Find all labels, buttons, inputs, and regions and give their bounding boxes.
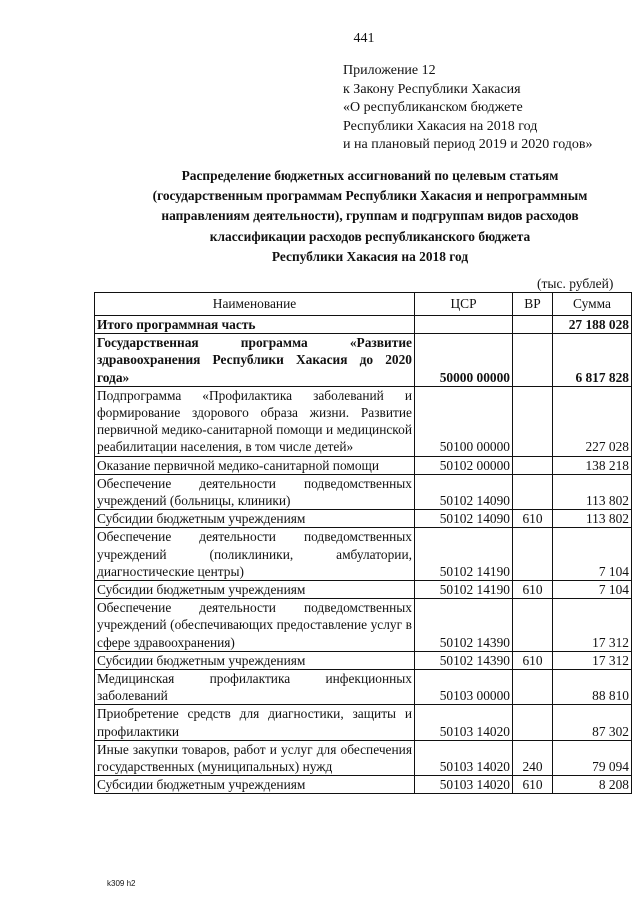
row-vr (513, 456, 553, 474)
row-csr: 50102 14190 (415, 581, 513, 599)
row-name: Итого программная часть (95, 316, 415, 334)
row-csr: 50103 14020 (415, 705, 513, 740)
title-line: Распределение бюджетных ассигнований по целевым статьям (181, 168, 559, 183)
table-row (95, 510, 632, 528)
header-vr: ВР (513, 293, 553, 316)
row-csr: 50100 00000 (415, 386, 513, 456)
row-name: Подпрограмма «Профилактика заболеваний и формирование здорового образа жизни. Развитие первичной медико-санитарной помощи и медицинской реабилитации населения, в том числе детей» (95, 386, 415, 456)
row-sum: 138 218 (553, 456, 632, 474)
table-row (95, 528, 632, 581)
row-name: Субсидии бюджетным учреждениям (95, 776, 415, 794)
title-line: Республики Хакасия на 2018 год (271, 248, 469, 264)
table-row (95, 705, 632, 740)
row-name: Приобретение средств для диагностики, защиты и профилактики (95, 705, 415, 740)
row-vr: 610 (513, 776, 553, 794)
header-sum: Сумма (553, 293, 632, 316)
row-sum: 227 028 (553, 386, 632, 456)
title-line: классификации расходов республиканского бюджета (209, 228, 531, 244)
row-sum: 6 817 828 (553, 334, 632, 387)
row-csr: 50103 14020 (415, 776, 513, 794)
row-name: Обеспечение деятельности подведомственных учреждений (больницы, клиники) (95, 474, 415, 509)
row-csr: 50103 14020 (415, 740, 513, 775)
appendix-line: Приложение 12 (343, 63, 436, 78)
row-vr (513, 705, 553, 740)
appendix-header (343, 62, 593, 155)
table-header-row (95, 293, 632, 316)
row-sum: 17 312 (553, 651, 632, 669)
row-name: Медицинская профилактика инфекционных заболеваний (95, 670, 415, 705)
row-vr (513, 474, 553, 509)
row-sum: 88 810 (553, 670, 632, 705)
row-vr (513, 599, 553, 652)
row-sum: 7 104 (553, 528, 632, 581)
row-name: Оказание первичной медико-санитарной помощи (95, 456, 415, 474)
row-sum: 87 302 (553, 705, 632, 740)
row-sum: 113 802 (553, 510, 632, 528)
row-vr: 610 (513, 651, 553, 669)
row-csr: 50102 14390 (415, 651, 513, 669)
row-vr (513, 334, 553, 387)
appendix-line: к Закону Республики Хакасия (343, 81, 521, 97)
row-sum: 79 094 (553, 740, 632, 775)
row-name: Субсидии бюджетным учреждениям (95, 510, 415, 528)
appendix-line: и на плановый период 2019 и 2020 годов» (343, 137, 593, 153)
page-number: 441 (353, 31, 375, 46)
row-csr: 50102 00000 (415, 456, 513, 474)
row-name: Государственная программа «Развитие здравоохранения Республики Хакасия до 2020 года» (95, 334, 415, 387)
row-name: Субсидии бюджетным учреждениям (95, 581, 415, 599)
table-row (95, 316, 632, 334)
header-name: Наименование (95, 293, 415, 316)
table-row (95, 599, 632, 652)
title-line: направлениям деятельности), группам и подгруппам видов расходов (161, 208, 579, 224)
table-row (95, 386, 632, 456)
row-vr: 240 (513, 740, 553, 775)
row-csr: 50102 14090 (415, 510, 513, 528)
row-vr: 610 (513, 581, 553, 599)
row-csr: 50102 14390 (415, 599, 513, 652)
row-sum: 7 104 (553, 581, 632, 599)
table-row (95, 776, 632, 794)
row-sum: 17 312 (553, 599, 632, 652)
row-sum: 113 802 (553, 474, 632, 509)
units-label: (тыс. рублей) (537, 276, 614, 291)
appendix-line: Республики Хакасия на 2018 год (343, 118, 538, 134)
table-row (95, 456, 632, 474)
document-title (60, 166, 640, 267)
table-row (95, 581, 632, 599)
row-name: Обеспечение деятельности подведомственных учреждений (поликлиники, амбулатории, диагностические центры) (95, 528, 415, 581)
table-body (95, 316, 632, 794)
row-sum: 8 208 (553, 776, 632, 794)
header-csr: ЦСР (415, 293, 513, 316)
row-name: Субсидии бюджетным учреждениям (95, 651, 415, 669)
table-row (95, 334, 632, 387)
row-sum: 27 188 028 (553, 316, 632, 334)
row-csr (415, 316, 513, 334)
row-csr: 50103 00000 (415, 670, 513, 705)
title-line: (государственным программам Республики Хакасия и непрограммным (152, 188, 588, 204)
budget-table (94, 292, 632, 794)
footer-code: k309 h2 (107, 879, 136, 888)
table-row (95, 474, 632, 509)
table-row (95, 740, 632, 775)
table-row (95, 670, 632, 705)
row-vr (513, 386, 553, 456)
row-csr: 50102 14190 (415, 528, 513, 581)
row-vr (513, 316, 553, 334)
appendix-line: «О республиканском бюджете (343, 100, 523, 116)
row-name: Обеспечение деятельности подведомственных учреждений (обеспечивающих предоставление услуг в сфере здравоохранения) (95, 599, 415, 652)
row-vr: 610 (513, 510, 553, 528)
row-csr: 50102 14090 (415, 474, 513, 509)
row-vr (513, 528, 553, 581)
row-csr: 50000 00000 (415, 334, 513, 387)
table-row (95, 651, 632, 669)
row-vr (513, 670, 553, 705)
row-name: Иные закупки товаров, работ и услуг для обеспечения государственных (муниципальных) нужд (95, 740, 415, 775)
